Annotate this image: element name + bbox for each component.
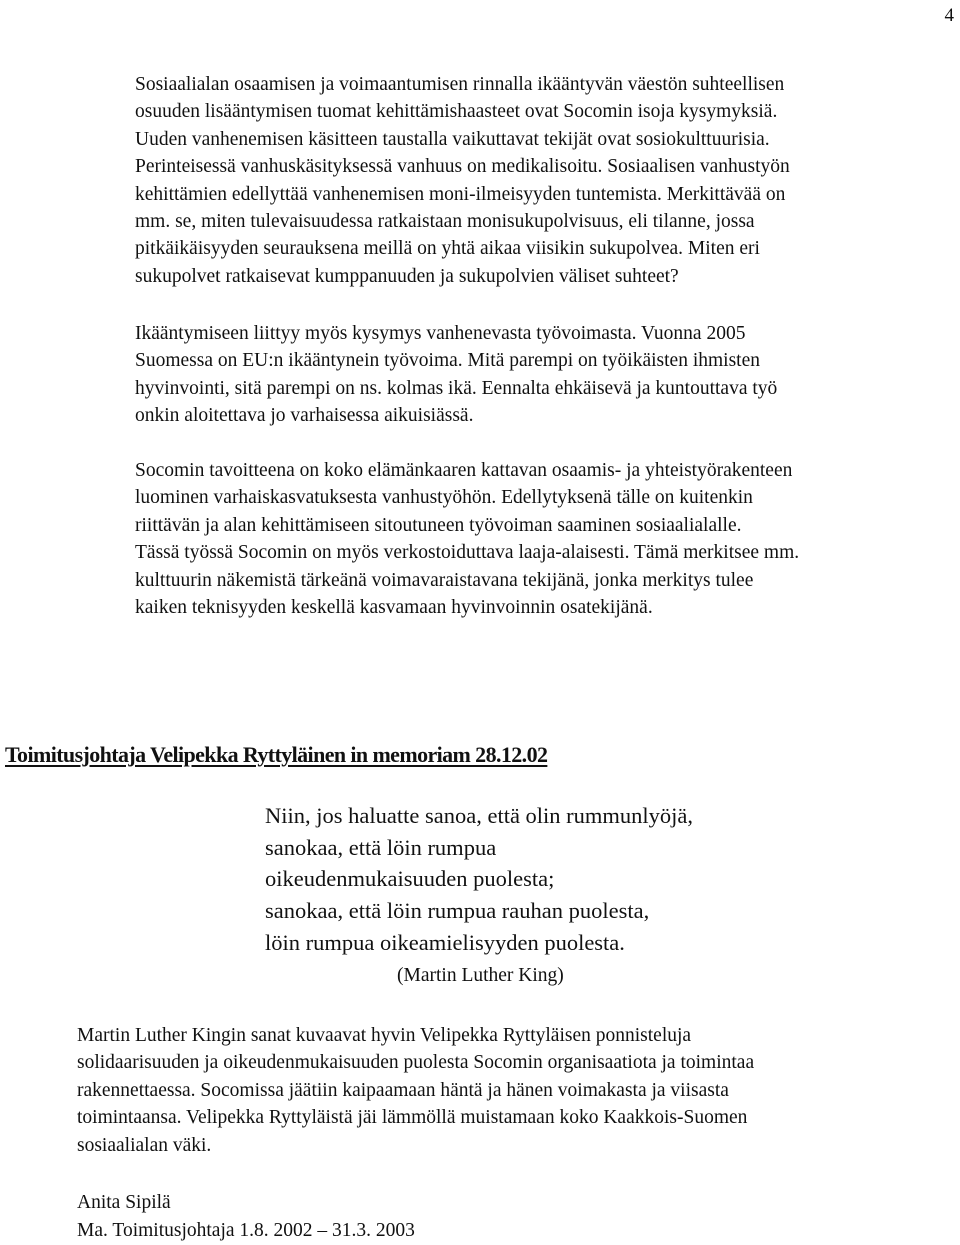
poem-line: sanokaa, että löin rumpua rauhan puolesta,	[265, 898, 650, 924]
text-line: Socomin tavoitteena on koko elämänkaaren kattavan osaamis- ja yhteistyörakenteen	[135, 460, 793, 481]
poem-quote	[265, 800, 693, 959]
text-line: Sosiaalialan osaamisen ja voimaantumisen rinnalla ikääntyvän väestön suhteellisen	[135, 74, 785, 95]
poem-line: löin rumpua oikeamielisyyden puolesta.	[265, 929, 625, 955]
text-line: onkin aloitettava jo varhaisessa aikuisiässä.	[135, 405, 474, 427]
poem-line: oikeudenmukaisuuden puolesta;	[265, 866, 555, 892]
text-line: Suomessa on EU:n ikääntynein työvoima. Mitä parempi on työikäisten ihmisten	[135, 350, 760, 372]
text-line: toimintaansa. Velipekka Ryttyläistä jäi lämmöllä muistamaan koko Kaakkois-Suomen	[77, 1107, 748, 1129]
page-number: 4	[944, 5, 954, 26]
paragraph-aging-population	[135, 71, 790, 290]
paragraph-aging-workforce	[135, 320, 777, 430]
poem-line: Niin, jos haluatte sanoa, että olin rummunlyöjä,	[265, 803, 694, 828]
text-line: Perinteisessä vanhuskäsityksessä vanhuus on medikalisoitu. Sosiaalisen vanhustyön	[135, 156, 790, 178]
signature-block	[77, 1189, 415, 1245]
paragraph-tribute	[77, 1022, 754, 1159]
text-line: Uuden vanhenemisen käsitteen taustalla vaikuttavat tekijät ovat sosiokulttuurisia.	[135, 128, 770, 150]
text-line: riittävän ja alan kehittämiseen sitoutuneen työvoiman saaminen sosiaalialalle.	[135, 514, 742, 536]
poem-attribution: (Martin Luther King)	[397, 965, 564, 986]
text-line: Martin Luther Kingin sanat kuvaavat hyvin Velipekka Ryttyläisen ponnisteluja	[77, 1025, 692, 1046]
text-line: mm. se, miten tulevaisuudessa ratkaistaan monisukupolvisuus, eli tilanne, jossa	[135, 211, 755, 233]
text-line: kehittämien edellyttää vanhenemisen moni-ilmeisyyden tuntemista. Merkittävää on	[135, 183, 786, 205]
paragraph-socom-goals	[135, 457, 799, 621]
text-line: Ikääntymiseen liittyy myös kysymys vanhenevasta työvoimasta. Vuonna 2005	[135, 323, 746, 344]
text-line: rakennettaessa. Socomissa jäätiin kaipaamaan häntä ja hänen voimakasta ja viisasta	[77, 1079, 729, 1101]
text-line: solidaarisuuden ja oikeudenmukaisuuden puolesta Socomin organisaatiota ja toimintaa	[77, 1052, 755, 1074]
text-line: Tässä työssä Socomin on myös verkostoiduttava laaja-alaisesti. Tämä merkitsee mm.	[135, 542, 800, 564]
text-line: kaiken teknisyyden keskellä kasvamaan hyvinvoinnin osatekijänä.	[135, 597, 653, 619]
text-line: sosiaalialan väki.	[77, 1134, 212, 1156]
text-line: luominen varhaiskasvatuksesta vanhustyöhön. Edellytyksenä tälle on kuitenkin	[135, 487, 753, 509]
text-line: pitkäikäisyyden seurauksena meillä on yhtä aikaa viisikin sukupolvea. Miten eri	[135, 238, 760, 260]
signature-title: Ma. Toimitusjohtaja 1.8. 2002 – 31.3. 2003	[77, 1220, 415, 1241]
text-line: osuuden lisääntymisen tuomat kehittämishaasteet ovat Socomin isoja kysymyksiä.	[135, 101, 778, 123]
text-line: sukupolvet ratkaisevat kumppanuuden ja sukupolvien väliset suhteet?	[135, 265, 679, 287]
text-line: kulttuurin näkemistä tärkeänä voimavaraistavana tekijänä, jonka merkitys tulee	[135, 569, 754, 591]
text-line: hyvinvointi, sitä parempi on ns. kolmas ikä. Eennalta ehkäisevä ja kuntouttava työ	[135, 377, 778, 399]
poem-line: sanokaa, että löin rumpua	[265, 834, 497, 860]
memoriam-heading: Toimitusjohtaja Velipekka Ryttyläinen in memoriam 28.12.02	[5, 742, 548, 767]
signature-name: Anita Sipilä	[77, 1192, 171, 1213]
